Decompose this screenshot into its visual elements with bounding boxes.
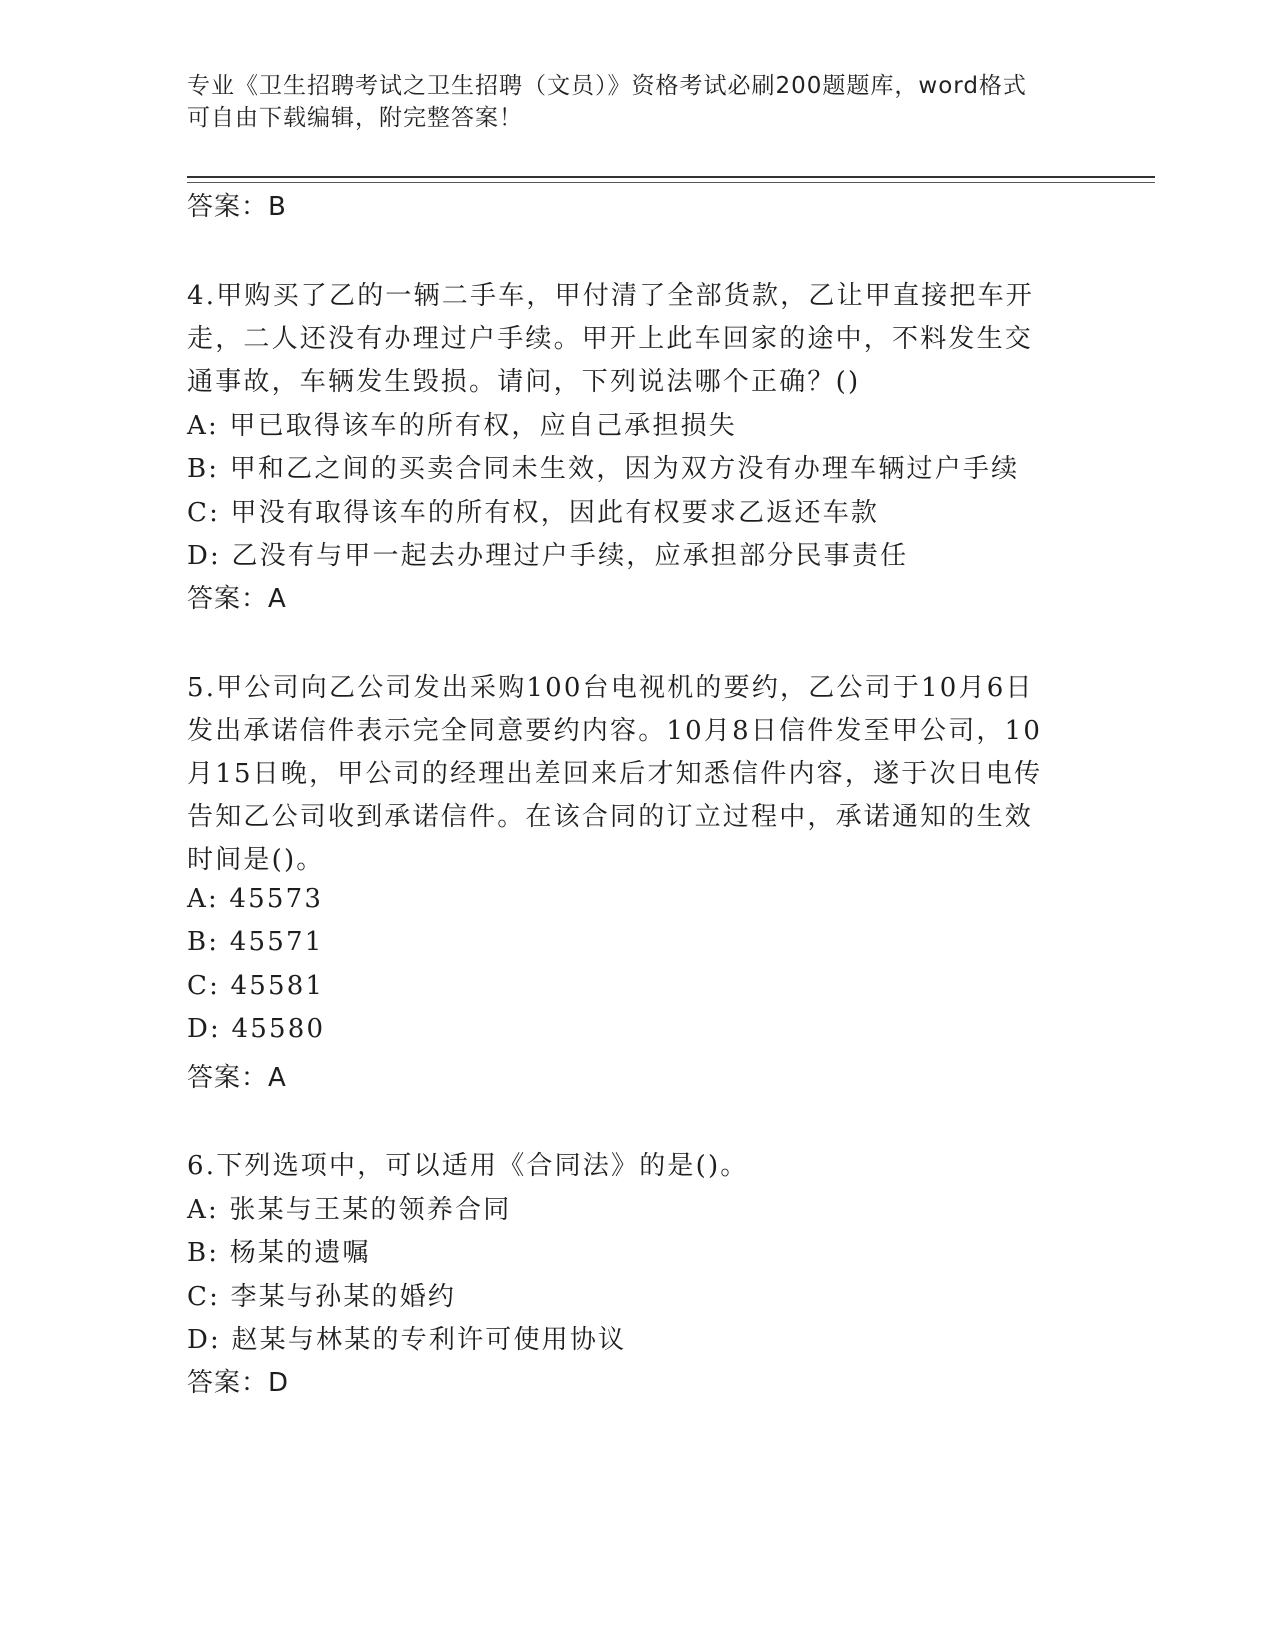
header-divider-thick xyxy=(187,176,1155,178)
question-4-line-2: 走，二人还没有办理过户手续。甲开上此车回家的途中，不料发生交 xyxy=(187,324,1034,354)
previous-answer: 答案：B xyxy=(187,192,287,222)
header-title-line-2: 可自由下载编辑，附完整答案！ xyxy=(187,105,523,131)
question-6-option-a: A: 张某与王某的领养合同 xyxy=(187,1195,512,1225)
page-header xyxy=(187,70,1067,134)
question-5-line-5: 时间是()。 xyxy=(187,845,325,875)
header-title-line-1: 专业《卫生招聘考试之卫生招聘（文员）》资格考试必刷200题题库，word格式 xyxy=(187,73,1027,99)
question-4-option-b: B: 甲和乙之间的买卖合同未生效，因为双方没有办理车辆过户手续 xyxy=(187,454,1020,484)
question-6-option-c: C: 李某与孙某的婚约 xyxy=(187,1282,457,1312)
question-5-option-c: C: 45581 xyxy=(187,971,325,1001)
question-5-line-4: 告知乙公司收到承诺信件。在该合同的订立过程中，承诺通知的生效 xyxy=(187,802,1034,832)
header-divider-thin xyxy=(187,182,1155,183)
question-4-option-d: D: 乙没有与甲一起去办理过户手续，应承担部分民事责任 xyxy=(187,541,909,571)
question-4-option-a: A: 甲已取得该车的所有权，应自己承担损失 xyxy=(187,411,738,441)
question-5-line-3: 月15日晚，甲公司的经理出差回来后才知悉信件内容，遂于次日电传 xyxy=(187,759,1043,789)
question-5-line-2: 发出承诺信件表示完全同意要约内容。10月8日信件发至甲公司，10 xyxy=(187,716,1043,746)
question-4-option-c: C: 甲没有取得该车的所有权，因此有权要求乙返还车款 xyxy=(187,498,880,528)
question-5-option-d: D: 45580 xyxy=(187,1014,326,1044)
question-4-line-3: 通事故，车辆发生毁损。请问，下列说法哪个正确？() xyxy=(187,367,861,397)
question-5-option-b: B: 45571 xyxy=(187,927,324,957)
question-6-line-1: 6.下列选项中，可以适用《合同法》的是()。 xyxy=(187,1151,749,1181)
question-4-answer: 答案：A xyxy=(187,584,287,614)
question-5-answer: 答案：A xyxy=(187,1063,287,1093)
question-5-line-1: 5.甲公司向乙公司发出采购100台电视机的要约，乙公司于10月6日 xyxy=(187,673,1034,703)
question-4-line-1: 4.甲购买了乙的一辆二手车，甲付清了全部货款，乙让甲直接把车开 xyxy=(187,281,1035,311)
question-5-option-a: A: 45573 xyxy=(187,884,324,914)
question-6-option-b: B: 杨某的遗嘱 xyxy=(187,1238,371,1268)
question-6-option-d: D: 赵某与林某的专利许可使用协议 xyxy=(187,1325,627,1355)
question-6-answer: 答案：D xyxy=(187,1368,290,1398)
